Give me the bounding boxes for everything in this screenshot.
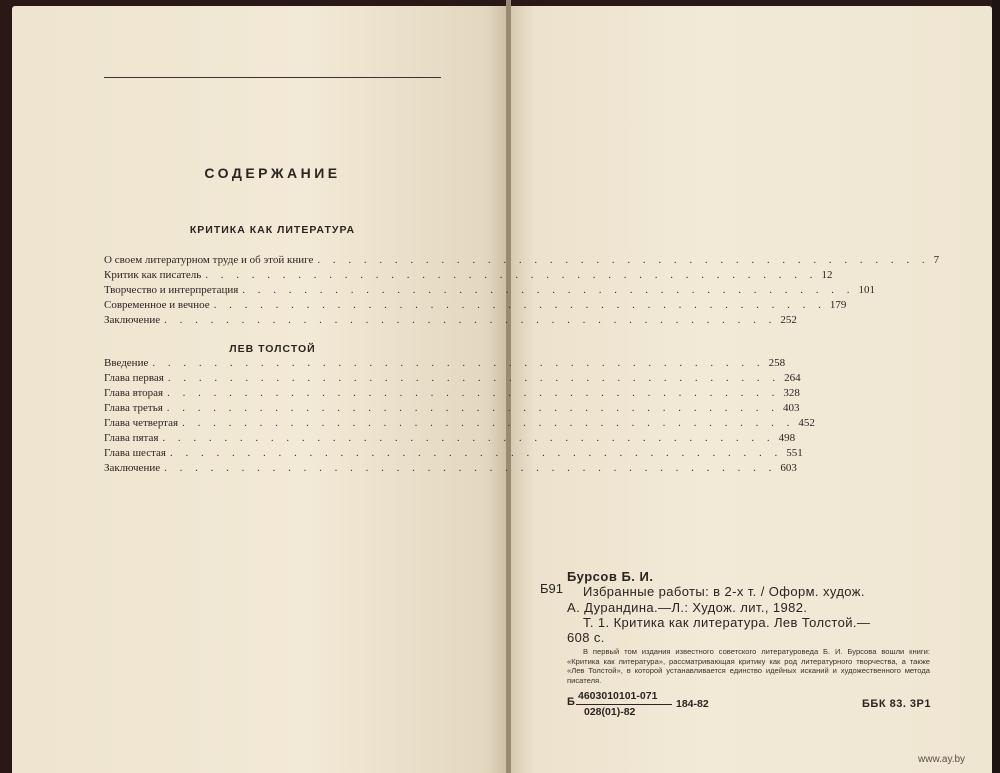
toc-entry-page: 252 xyxy=(780,314,797,326)
code-side-number: 184-82 xyxy=(676,698,709,710)
toc-entry-page: 403 xyxy=(783,402,800,414)
bibliographic-line: Т. 1. Критика как литература. Лев Толстой.— xyxy=(583,615,871,630)
toc-entry xyxy=(104,313,797,328)
toc-entry-page: 603 xyxy=(780,462,797,474)
toc-entry xyxy=(104,446,803,461)
toc-entry xyxy=(104,356,786,371)
toc-entry-page: 498 xyxy=(778,432,796,444)
toc-entry-page: 328 xyxy=(783,387,800,399)
toc-entry-label: Глава пятая xyxy=(104,432,159,444)
author-name: Бурсов Б. И. xyxy=(567,569,654,584)
toc-entry-label: Заключение xyxy=(104,462,161,474)
leader-dots: . . . . . . . . . . . . . . . . . . . . . . . . . . . . . . . . . . . . . . . . xyxy=(317,254,930,266)
toc-entry-label: Введение xyxy=(104,357,149,369)
leader-dots: . . . . . . . . . . . . . . . . . . . . . . . . . . . . . . . . . . . . . . . . xyxy=(205,269,818,281)
toc-entry-label: Творчество и интерпретация xyxy=(104,284,239,296)
toc-entry-label: Современное и вечное xyxy=(104,299,210,311)
toc-entry xyxy=(104,401,800,416)
toc-entry xyxy=(104,283,876,298)
leader-dots: . . . . . . . . . . . . . . . . . . . . . . . . . . . . . . . . . . . . . . . . xyxy=(169,447,783,459)
toc-entry xyxy=(104,461,797,476)
leader-dots: . . . . . . . . . . . . . . . . . . . . . . . . . . . . . . . . . . . . . . . . xyxy=(242,284,855,296)
bibliographic-line: 608 с. xyxy=(567,630,605,645)
contents-title: СОДЕРЖАНИЕ xyxy=(204,165,341,181)
toc-entry-label: Критик как писатель xyxy=(104,269,202,281)
toc-entry-page: 264 xyxy=(784,372,801,384)
toc-entry-page: 258 xyxy=(768,357,786,369)
section-title-tolstoy: ЛЕВ ТОЛСТОЙ xyxy=(229,343,316,355)
code-fraction-rule xyxy=(576,704,672,705)
toc-entry-label: Глава первая xyxy=(104,372,164,384)
toc-entry-page: 12 xyxy=(821,269,833,281)
toc-entry-page: 179 xyxy=(829,299,847,311)
section-title-criticism: КРИТИКА КАК ЛИТЕРАТУРА xyxy=(189,224,356,236)
toc-entry-page: 452 xyxy=(798,417,815,429)
leader-dots: . . . . . . . . . . . . . . . . . . . . . . . . . . . . . . . . . . . . . . . . xyxy=(152,357,765,369)
toc-entry-page: 101 xyxy=(858,284,876,296)
toc-entry xyxy=(104,416,815,431)
annotation-text: В первый том издания известного советского литературоведа Б. И. Бурсова вошли книги: «Критика как литература», рассматривающая критику как род литературного творчества, а также «Лев Толстой», в которой устанавливается единство идейных исканий и художественного метода писателя. xyxy=(567,647,930,685)
code-denominator: 028(01)-82 xyxy=(584,706,636,718)
bibliographic-line: А. Дурандина.—Л.: Худож. лит., 1982. xyxy=(567,600,808,615)
leader-dots: . . . . . . . . . . . . . . . . . . . . . . . . . . . . . . . . . . . . . . . . xyxy=(166,402,780,414)
leader-dots: . . . . . . . . . . . . . . . . . . . . . . . . . . . . . . . . . . . . . . . . xyxy=(167,372,781,384)
watermark: www.ay.by xyxy=(918,754,966,765)
toc-entry-label: Глава четвертая xyxy=(104,417,179,429)
toc-entry-label: Глава вторая xyxy=(104,387,164,399)
toc-entry xyxy=(104,268,833,283)
top-rule xyxy=(104,77,441,78)
leader-dots: . . . . . . . . . . . . . . . . . . . . . . . . . . . . . . . . . . . . . . . . xyxy=(213,299,826,311)
toc-entry xyxy=(104,371,801,386)
toc-entry xyxy=(104,298,847,313)
toc-entry xyxy=(104,386,800,401)
call-number: Б91 xyxy=(540,581,563,596)
code-prefix: Б xyxy=(567,696,575,708)
leader-dots: . . . . . . . . . . . . . . . . . . . . . . . . . . . . . . . . . . . . . . . . xyxy=(164,462,777,474)
bibliographic-line: Избранные работы: в 2-х т. / Оформ. худож. xyxy=(583,584,865,599)
leader-dots: . . . . . . . . . . . . . . . . . . . . . . . . . . . . . . . . . . . . . . . . xyxy=(164,314,777,326)
toc-entry xyxy=(104,253,940,268)
toc-entry xyxy=(104,431,796,446)
leader-dots: . . . . . . . . . . . . . . . . . . . . . . . . . . . . . . . . . . . . . . . . xyxy=(182,417,795,429)
book-edge xyxy=(992,0,1000,773)
toc-entry-label: Глава шестая xyxy=(104,447,166,459)
toc-entry-page: 7 xyxy=(933,254,940,266)
toc-entry-label: О своем литературном труде и об этой книге xyxy=(104,254,314,266)
toc-entry-page: 551 xyxy=(786,447,803,459)
leader-dots: . . . . . . . . . . . . . . . . . . . . . . . . . . . . . . . . . . . . . . . . xyxy=(167,387,780,399)
toc-entry-label: Заключение xyxy=(104,314,161,326)
bbk-code: ББК 83. 3Р1 xyxy=(862,698,932,710)
code-numerator: 4603010101-071 xyxy=(578,690,658,702)
leader-dots: . . . . . . . . . . . . . . . . . . . . . . . . . . . . . . . . . . . . . . . . xyxy=(162,432,775,444)
toc-entry-label: Глава третья xyxy=(104,402,163,414)
